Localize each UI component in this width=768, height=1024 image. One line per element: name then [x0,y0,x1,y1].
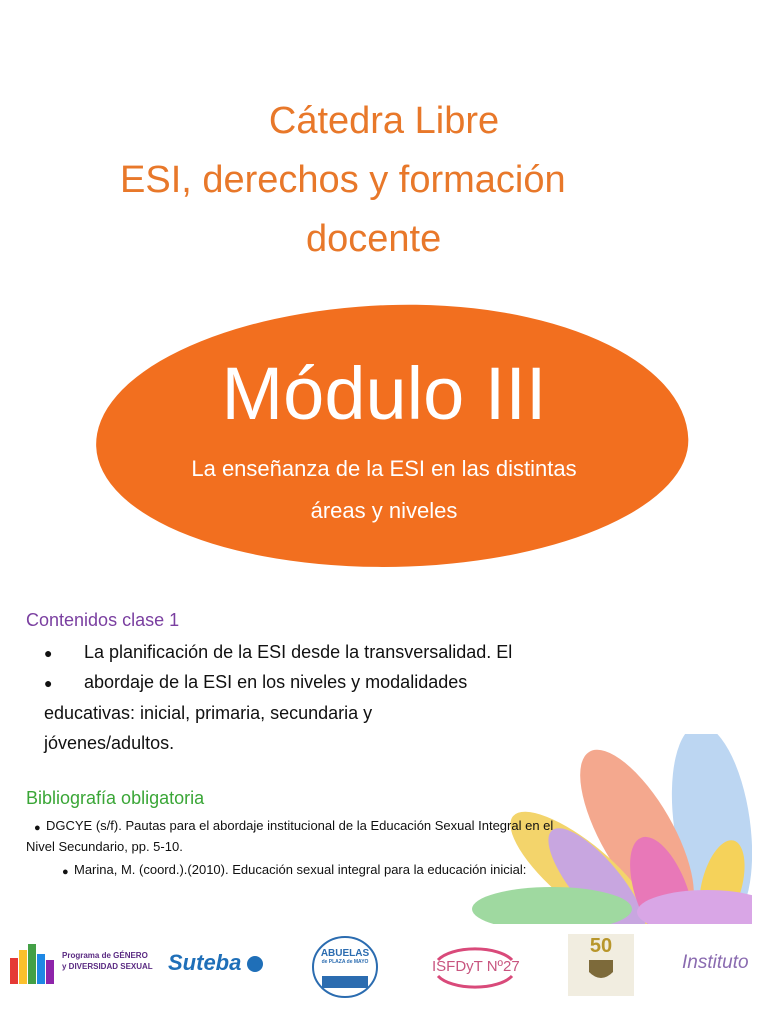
module-subtitle-line-2: áreas y niveles [310,498,458,523]
bibliografia-heading: Bibliografía obligatoria [26,788,205,808]
abuelas-text [312,948,378,966]
header-title [0,92,768,260]
abuelas-line-1: ABUELAS [320,948,370,959]
module-subtitle [0,448,768,532]
programa-genero-line-2: y DIVERSIDAD SEXUAL [62,962,153,971]
bibliografia-ref-2: Marina, M. (coord.).(2010). Educación sexual integral para la educación inicial: [74,862,527,877]
abuelas-line-2: de PLAZA de MAYO [321,959,369,965]
programa-genero-line-1: Programa de GÉNERO [62,951,148,960]
module-subtitle-line-1: La enseñanza de la ESI en las distintas [191,456,577,481]
bibliografia-ref-1-line-1: DGCYE (s/f). Pautas para el abordaje institucional de la Educación Sexual Integral en el [46,818,554,833]
bullet-icon: ● [44,675,53,691]
shield-icon [586,958,616,984]
contenidos-heading: Contenidos clase 1 [26,610,180,630]
suteba-logo: Suteba [168,950,242,975]
bullet-icon: ● [62,866,69,878]
header-line-3: docente [306,218,442,260]
header-line-1: Cátedra Libre [268,100,500,142]
header-line-2: ESI, derechos y formación [120,159,566,201]
contenidos-line-1: La planificación de la ESI desde la transversalidad. El [84,642,513,662]
contenidos-line-2: abordaje de la ESI en los niveles y modalidades [84,672,468,692]
bibliografia-ref-1-line-2: Nivel Secundario, pp. 5-10. [26,839,183,854]
programa-genero-text [62,950,153,972]
programa-genero-logo [10,940,56,995]
aniversario-logo [568,934,634,996]
isfdyt-text: ISFDyT Nº27 [432,958,520,975]
contenidos-line-4: jóvenes/adultos. [44,733,175,753]
aniversario-text: 50 [589,935,613,957]
instituto-logo: Instituto [682,952,749,973]
module-title: Módulo III [221,352,547,435]
contenidos-line-3: educativas: inicial, primaria, secundaria y [44,703,373,723]
bullet-icon: ● [34,822,41,834]
logos-row [0,930,768,1000]
suteba-icon [246,952,264,981]
abuelas-logo [312,936,378,1003]
bullet-icon: ● [44,645,53,661]
